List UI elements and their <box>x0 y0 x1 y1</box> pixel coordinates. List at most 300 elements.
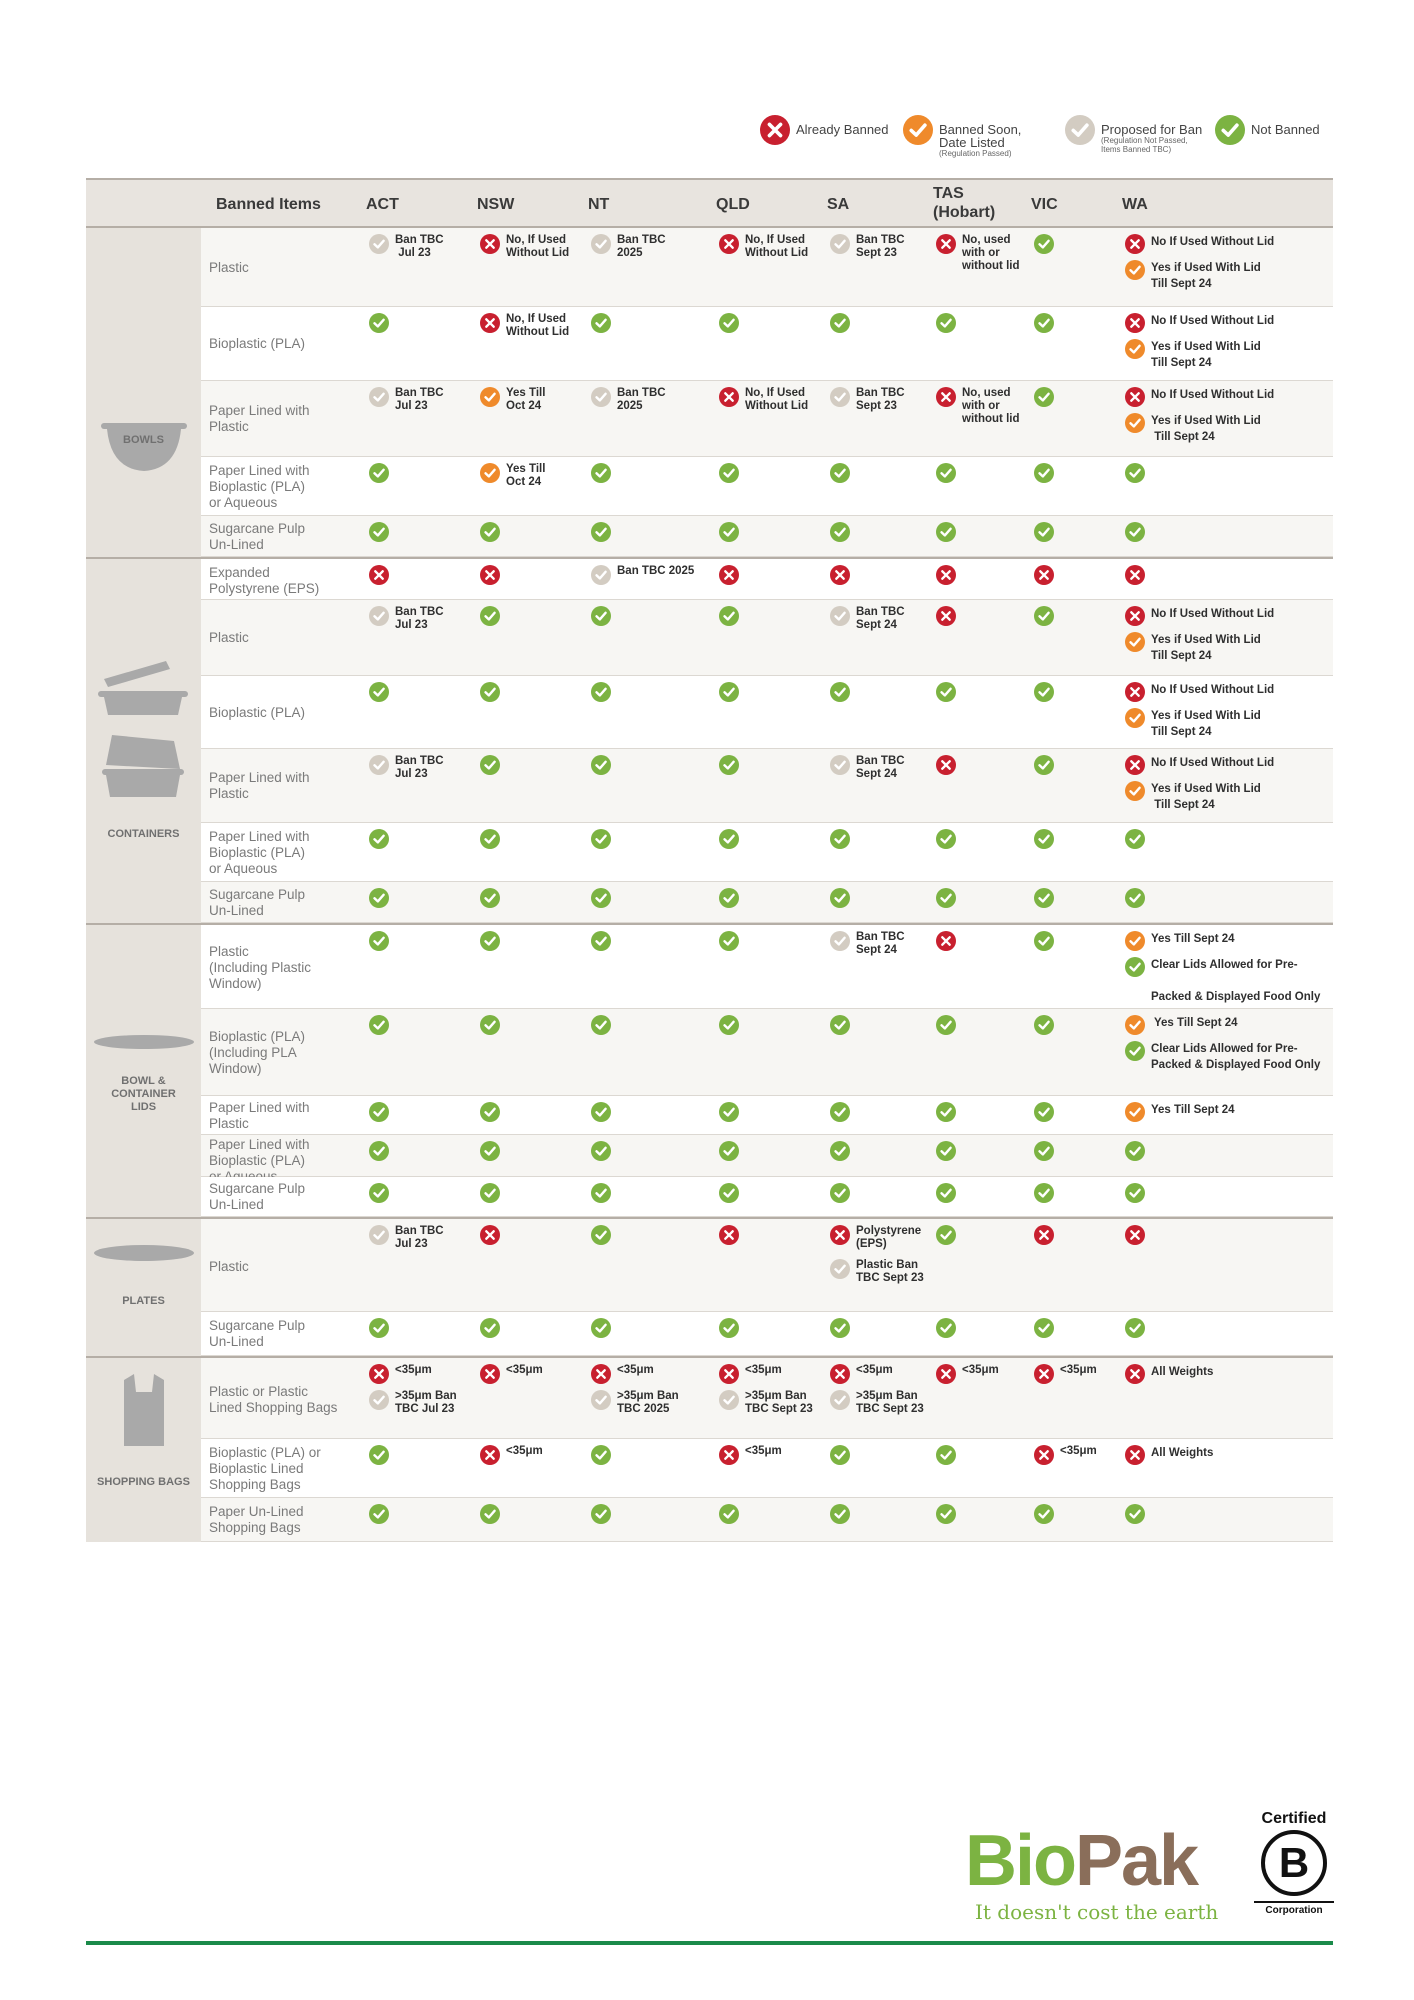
legend <box>760 115 1340 165</box>
table-row <box>201 923 1333 1009</box>
banned-x-icon <box>936 755 956 775</box>
status-note: Clear Lids Allowed for Pre- Packed & Displayed Food Only <box>1151 959 1321 1003</box>
not-banned-check-icon <box>936 1102 956 1122</box>
not-banned-check-icon <box>830 888 850 908</box>
item-label: Paper Lined with Bioplastic (PLA) or Aqueous <box>209 462 310 510</box>
banned-x-icon <box>719 565 739 585</box>
status-note: >35μm Ban TBC 2025 <box>617 1390 679 1415</box>
not-banned-check-icon <box>1125 1141 1145 1161</box>
banned-x-icon <box>480 313 500 333</box>
status-note: No If Used Without Lid <box>1151 684 1275 696</box>
status-note: No, used with or without lid <box>962 387 1020 425</box>
status-note: No, If Used Without Lid <box>745 234 809 259</box>
banned-x-icon <box>480 234 500 254</box>
proposed-check-icon <box>830 387 850 407</box>
status-note: No, used with or without lid <box>962 234 1020 272</box>
status-note: No If Used Without Lid <box>1151 315 1275 327</box>
not-banned-check-icon <box>591 888 611 908</box>
banned-soon-check-icon <box>1125 931 1145 951</box>
not-banned-check-icon <box>591 313 611 333</box>
status-note: Yes Till Oct 24 <box>506 463 546 488</box>
not-banned-check-icon <box>480 606 500 626</box>
not-banned-check-icon <box>591 1318 611 1338</box>
category-block <box>86 923 201 1217</box>
not-banned-check-icon <box>719 522 739 542</box>
not-banned-check-icon <box>369 522 389 542</box>
footer-line <box>86 1941 1333 1945</box>
table-row <box>201 1439 1333 1498</box>
category-label: BOWL & CONTAINER LIDS <box>111 1075 176 1113</box>
table-row <box>201 1312 1333 1356</box>
not-banned-check-icon <box>591 1504 611 1524</box>
not-banned-check-icon <box>369 1102 389 1122</box>
status-note: Ban TBC Sept 23 <box>856 387 905 412</box>
not-banned-check-icon <box>1034 313 1054 333</box>
not-banned-check-icon <box>719 1318 739 1338</box>
status-note: Ban TBC Sept 24 <box>856 931 905 956</box>
item-label: Bioplastic (PLA) or Bioplastic Lined Shopping Bags <box>209 1444 321 1492</box>
header-state: TAS (Hobart) <box>933 185 996 221</box>
cert-bottom: Corporation <box>1254 1901 1334 1916</box>
category-label: BOWLS <box>123 434 164 446</box>
status-note: <35μm <box>1060 1445 1097 1457</box>
container-icon <box>96 659 191 739</box>
item-label: Paper Lined with Bioplastic (PLA) <box>209 1137 310 1168</box>
not-banned-check-icon <box>1034 1102 1054 1122</box>
item-label: Sugarcane Pulp Un-Lined <box>209 886 306 918</box>
item-label: Plastic <box>209 630 249 645</box>
not-banned-check-icon <box>480 1015 500 1035</box>
not-banned-check-icon <box>719 931 739 951</box>
not-banned-check-icon <box>1215 115 1245 150</box>
not-banned-check-icon <box>1125 522 1145 542</box>
bowl-icon <box>101 423 187 471</box>
banned-x-icon <box>1125 313 1145 333</box>
proposed-check-icon <box>369 387 389 407</box>
banned-soon-check-icon <box>1125 1102 1145 1122</box>
banned-soon-check-icon <box>1125 1015 1145 1035</box>
status-note: Ban TBC 2025 <box>617 234 666 259</box>
status-note: Ban TBC 2025 <box>617 387 666 412</box>
not-banned-check-icon <box>369 463 389 483</box>
banned-x-icon <box>830 1225 850 1245</box>
proposed-check-icon <box>369 234 389 254</box>
container-closed-icon <box>98 735 188 805</box>
not-banned-check-icon <box>591 755 611 775</box>
status-note: Polystyrene (EPS) <box>856 1225 922 1250</box>
not-banned-check-icon <box>719 755 739 775</box>
banned-x-icon <box>1125 682 1145 702</box>
not-banned-check-icon <box>480 931 500 951</box>
item-label: Paper Un-Lined Shopping Bags <box>209 1504 304 1535</box>
status-note: Yes if Used With Lid Till Sept 24 <box>1151 415 1261 443</box>
not-banned-check-icon <box>830 829 850 849</box>
not-banned-check-icon <box>369 682 389 702</box>
not-banned-check-icon <box>1034 682 1054 702</box>
not-banned-check-icon <box>369 888 389 908</box>
not-banned-check-icon <box>1034 234 1054 254</box>
banned-x-icon <box>1034 1445 1054 1465</box>
banned-x-icon <box>1034 1364 1054 1384</box>
category-block <box>86 557 201 923</box>
proposed-check-icon <box>369 606 389 626</box>
proposed-check-icon <box>830 234 850 254</box>
proposed-check-icon <box>830 931 850 951</box>
not-banned-check-icon <box>1034 606 1054 626</box>
status-note: Ban TBC Jul 23 <box>395 387 444 412</box>
category-label: PLATES <box>122 1295 165 1307</box>
header-state: QLD <box>716 196 750 213</box>
not-banned-check-icon <box>830 1141 850 1161</box>
not-banned-check-icon <box>1125 829 1145 849</box>
not-banned-check-icon <box>830 463 850 483</box>
banned-x-icon <box>719 1364 739 1384</box>
not-banned-check-icon <box>1034 1015 1054 1035</box>
status-note: Yes if Used With Lid Till Sept 24 <box>1151 783 1261 811</box>
banned-x-icon <box>936 565 956 585</box>
status-note: Yes if Used With Lid Till Sept 24 <box>1151 341 1261 369</box>
item-label: Paper Lined with Plastic <box>209 403 310 434</box>
status-note: <35μm <box>962 1364 999 1376</box>
banned-soon-check-icon <box>1125 413 1145 433</box>
item-label: Plastic (Including Plastic Window) <box>209 944 312 991</box>
status-note: Ban TBC 2025 <box>617 565 695 577</box>
not-banned-check-icon <box>936 1015 956 1035</box>
banned-x-icon <box>480 1225 500 1245</box>
not-banned-check-icon <box>480 1183 500 1203</box>
status-note: Ban TBC Jul 23 <box>395 755 444 780</box>
banned-soon-check-icon <box>1125 632 1145 652</box>
banned-x-icon <box>719 1445 739 1465</box>
table-row <box>201 557 1333 600</box>
not-banned-check-icon <box>1034 522 1054 542</box>
not-banned-check-icon <box>719 1183 739 1203</box>
not-banned-check-icon <box>936 522 956 542</box>
brand-name: BioPak <box>965 1821 1198 1901</box>
table-row <box>201 307 1333 381</box>
proposed-check-icon <box>591 565 611 585</box>
status-note: Yes Till Sept 24 <box>1151 1017 1238 1029</box>
status-note: Ban TBC Jul 23 <box>395 606 444 631</box>
legend-note: (Regulation Passed) <box>939 149 1012 158</box>
item-label: Sugarcane Pulp Un-Lined <box>209 1318 306 1349</box>
table-row <box>201 516 1333 557</box>
header-state: ACT <box>366 196 399 213</box>
banned-x-icon <box>936 931 956 951</box>
status-note: All Weights <box>1151 1366 1214 1378</box>
not-banned-check-icon <box>1125 1504 1145 1524</box>
table-header <box>86 178 1333 228</box>
proposed-check-icon <box>591 387 611 407</box>
status-note: <35μm <box>506 1445 543 1457</box>
item-label: Sugarcane Pulp Un-Lined <box>209 520 306 552</box>
status-note: Yes if Used With Lid Till Sept 24 <box>1151 634 1261 662</box>
not-banned-check-icon <box>480 1504 500 1524</box>
plate-icon <box>94 1245 194 1261</box>
status-note: No, If Used Without Lid <box>745 387 809 412</box>
table-row <box>201 600 1333 676</box>
not-banned-check-icon <box>1034 931 1054 951</box>
not-banned-check-icon <box>719 1015 739 1035</box>
banned-x-icon <box>936 387 956 407</box>
banned-soon-check-icon <box>1125 708 1145 728</box>
not-banned-check-icon <box>1034 829 1054 849</box>
legend-note: (Regulation Not Passed, Items Banned TBC) <box>1101 136 1188 154</box>
table-row <box>201 1356 1333 1439</box>
status-note: No If Used Without Lid <box>1151 389 1275 401</box>
not-banned-check-icon <box>1125 957 1145 977</box>
not-banned-check-icon <box>369 1183 389 1203</box>
proposed-check-icon <box>591 1390 611 1410</box>
not-banned-check-icon <box>480 888 500 908</box>
item-label: Plastic or Plastic Lined Shopping Bags <box>209 1383 338 1415</box>
banned-x-icon <box>719 234 739 254</box>
status-note: Ban TBC Sept 23 <box>856 234 905 259</box>
not-banned-check-icon <box>1034 1183 1054 1203</box>
banned-x-icon <box>480 1364 500 1384</box>
header-state: VIC <box>1031 196 1058 213</box>
table-row <box>201 228 1333 307</box>
not-banned-check-icon <box>591 1141 611 1161</box>
not-banned-check-icon <box>830 1318 850 1338</box>
status-note: Ban TBC Sept 24 <box>856 606 905 631</box>
not-banned-check-icon <box>719 888 739 908</box>
not-banned-check-icon <box>1034 888 1054 908</box>
status-note: No If Used Without Lid <box>1151 608 1275 620</box>
item-label: Bioplastic (PLA) <box>209 336 306 351</box>
not-banned-check-icon <box>369 931 389 951</box>
header-banned-items: Banned Items <box>216 196 321 213</box>
not-banned-check-icon <box>369 1141 389 1161</box>
not-banned-check-icon <box>591 1015 611 1035</box>
header-state: NT <box>588 196 610 213</box>
not-banned-check-icon <box>719 682 739 702</box>
category-block <box>86 228 201 557</box>
not-banned-check-icon <box>719 1504 739 1524</box>
not-banned-check-icon <box>369 1504 389 1524</box>
not-banned-check-icon <box>719 313 739 333</box>
table-row <box>201 1177 1333 1217</box>
not-banned-check-icon <box>480 1141 500 1161</box>
proposed-check-icon <box>830 1259 850 1279</box>
not-banned-check-icon <box>369 829 389 849</box>
header-state: WA <box>1122 196 1148 213</box>
banned-x-icon <box>480 565 500 585</box>
not-banned-check-icon <box>591 931 611 951</box>
not-banned-check-icon <box>1125 1318 1145 1338</box>
banned-soon-check-icon <box>1125 781 1145 801</box>
b-corp-icon: B <box>1261 1830 1327 1896</box>
not-banned-check-icon <box>480 755 500 775</box>
status-note: Plastic Ban TBC Sept 23 <box>856 1259 924 1284</box>
legend-label: Already Banned <box>796 122 889 137</box>
proposed-check-icon <box>719 1390 739 1410</box>
not-banned-check-icon <box>591 606 611 626</box>
not-banned-check-icon <box>480 1102 500 1122</box>
banned-x-icon <box>936 606 956 626</box>
banned-x-icon <box>480 1445 500 1465</box>
proposed-check-icon <box>830 755 850 775</box>
item-label: Paper Lined with Bioplastic (PLA) or Aqueous <box>209 828 310 876</box>
header-state: SA <box>827 196 850 213</box>
banned-x-icon <box>369 1364 389 1384</box>
status-note: <35μm <box>856 1364 893 1376</box>
not-banned-check-icon <box>369 313 389 333</box>
banned-soon-check-icon <box>1125 260 1145 280</box>
category-block <box>86 1217 201 1356</box>
not-banned-check-icon <box>830 313 850 333</box>
cert-top: Certified <box>1261 1810 1327 1827</box>
table-row <box>201 1009 1333 1096</box>
proposed-check-icon <box>591 234 611 254</box>
not-banned-check-icon <box>719 1141 739 1161</box>
status-note: Ban TBC Jul 23 <box>395 1225 444 1250</box>
table-row <box>201 749 1333 823</box>
status-note: Yes Till Oct 24 <box>506 387 546 412</box>
not-banned-check-icon <box>830 682 850 702</box>
banned-x-icon <box>830 1364 850 1384</box>
not-banned-check-icon <box>719 1102 739 1122</box>
not-banned-check-icon <box>936 888 956 908</box>
status-note: Yes if Used With Lid Till Sept 24 <box>1151 710 1261 738</box>
proposed-check-icon <box>830 606 850 626</box>
item-label: Bioplastic (PLA) <box>209 704 306 720</box>
table-row <box>201 823 1333 882</box>
item-label: Plastic <box>209 259 249 275</box>
table-row <box>201 1498 1333 1542</box>
status-note: Yes if Used With Lid Till Sept 24 <box>1151 262 1261 290</box>
not-banned-check-icon <box>936 313 956 333</box>
banned-x-icon <box>1034 1225 1054 1245</box>
lid-icon <box>94 1035 194 1049</box>
header-state: NSW <box>477 196 515 213</box>
banned-x-icon <box>369 565 389 585</box>
category-label: CONTAINERS <box>107 828 180 840</box>
status-note: All Weights <box>1151 1447 1214 1459</box>
not-banned-check-icon <box>591 682 611 702</box>
banned-x-icon <box>1125 565 1145 585</box>
table-row <box>201 1096 1333 1135</box>
status-note: No, If Used Without Lid <box>506 234 570 259</box>
not-banned-check-icon <box>936 463 956 483</box>
not-banned-check-icon <box>830 1504 850 1524</box>
status-note: Clear Lids Allowed for Pre- Packed & Displayed Food Only <box>1151 1043 1321 1071</box>
banned-x-icon <box>936 234 956 254</box>
not-banned-check-icon <box>1034 387 1054 407</box>
status-note: >35μm Ban TBC Sept 23 <box>745 1390 813 1415</box>
not-banned-check-icon <box>719 463 739 483</box>
not-banned-check-icon <box>591 1102 611 1122</box>
status-note: >35μm Ban TBC Jul 23 <box>395 1390 457 1415</box>
banned-x-icon <box>830 565 850 585</box>
status-note: No If Used Without Lid <box>1151 757 1275 769</box>
table-row <box>201 676 1333 749</box>
item-label: Sugarcane Pulp Un-Lined <box>209 1181 306 1212</box>
proposed-check-icon <box>369 1390 389 1410</box>
not-banned-check-icon <box>591 1445 611 1465</box>
status-note: Ban TBC Jul 23 <box>395 234 444 259</box>
not-banned-check-icon <box>591 1183 611 1203</box>
not-banned-check-icon <box>830 1445 850 1465</box>
banned-x-icon <box>760 115 790 150</box>
not-banned-check-icon <box>936 1504 956 1524</box>
not-banned-check-icon <box>480 522 500 542</box>
not-banned-check-icon <box>830 1183 850 1203</box>
banned-soon-check-icon <box>480 387 500 407</box>
category-block <box>86 1356 201 1542</box>
status-note: <35μm <box>1060 1364 1097 1376</box>
not-banned-check-icon <box>830 1102 850 1122</box>
banned-x-icon <box>1125 1225 1145 1245</box>
category-label: SHOPPING BAGS <box>97 1476 190 1488</box>
banned-x-icon <box>1125 387 1145 407</box>
not-banned-check-icon <box>719 829 739 849</box>
not-banned-check-icon <box>369 1318 389 1338</box>
banned-x-icon <box>719 387 739 407</box>
not-banned-check-icon <box>830 522 850 542</box>
proposed-check-icon <box>830 1390 850 1410</box>
status-note: Yes Till Sept 24 <box>1151 933 1235 945</box>
proposed-check-icon <box>369 755 389 775</box>
status-note: Ban TBC Sept 24 <box>856 755 905 780</box>
not-banned-check-icon <box>480 682 500 702</box>
not-banned-check-icon <box>369 1015 389 1035</box>
banned-soon-check-icon <box>1125 339 1145 359</box>
not-banned-check-icon <box>480 1318 500 1338</box>
not-banned-check-icon <box>936 829 956 849</box>
not-banned-check-icon <box>719 606 739 626</box>
not-banned-check-icon <box>936 1183 956 1203</box>
not-banned-check-icon <box>591 1225 611 1245</box>
banned-x-icon <box>591 1364 611 1384</box>
banned-soon-check-icon <box>480 463 500 483</box>
not-banned-check-icon <box>480 829 500 849</box>
not-banned-check-icon <box>1125 463 1145 483</box>
banned-x-icon <box>936 1364 956 1384</box>
proposed-check-icon <box>1065 115 1095 150</box>
bag-icon <box>124 1374 164 1446</box>
not-banned-check-icon <box>936 1141 956 1161</box>
not-banned-check-icon <box>1034 755 1054 775</box>
status-note: <35μm <box>506 1364 543 1376</box>
status-note: <35μm <box>617 1364 654 1376</box>
not-banned-check-icon <box>1125 888 1145 908</box>
banned-x-icon <box>1125 1445 1145 1465</box>
status-note: <35μm <box>395 1364 432 1376</box>
not-banned-check-icon <box>1034 1141 1054 1161</box>
status-note: Yes Till Sept 24 <box>1151 1104 1235 1116</box>
item-label: Paper Lined with Plastic <box>209 1099 310 1131</box>
legend-label: Banned Soon, Date Listed (Regulation Passed) <box>939 123 1059 158</box>
status-note: >35μm Ban TBC Sept 23 <box>856 1390 924 1415</box>
status-note: No, If Used Without Lid <box>506 313 570 338</box>
status-note: <35μm <box>745 1445 782 1457</box>
not-banned-check-icon <box>1125 1041 1145 1061</box>
b-corp-badge <box>1254 1810 1334 1916</box>
not-banned-check-icon <box>591 463 611 483</box>
brand-tagline: It doesn't cost the earth <box>975 1900 1219 1924</box>
not-banned-check-icon <box>830 1015 850 1035</box>
banned-x-icon <box>1034 565 1054 585</box>
item-label: Paper Lined with Plastic <box>209 770 310 801</box>
table-row <box>201 1217 1333 1312</box>
table-row <box>201 882 1333 923</box>
banned-soon-check-icon <box>903 115 933 150</box>
not-banned-check-icon <box>936 682 956 702</box>
legend-label: Not Banned <box>1251 122 1320 137</box>
not-banned-check-icon <box>1034 1504 1054 1524</box>
not-banned-check-icon <box>936 1318 956 1338</box>
